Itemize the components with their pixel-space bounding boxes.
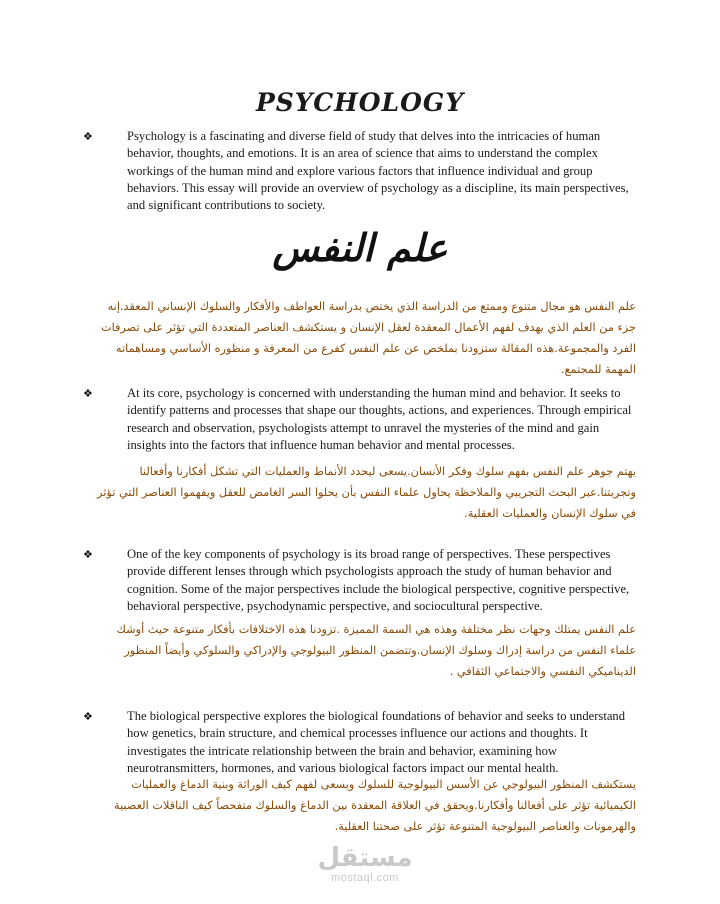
watermark-arabic: مستقل <box>317 843 413 873</box>
diamond-bullet-icon: ❖ <box>83 387 93 400</box>
section-3-english <box>83 546 639 615</box>
section-2-english-text: At its core, psychology is concerned with understanding the human mind and behavior. It seeks to identify patterns and processes that shape our thoughts, actions, and experiences. Through empirical research and observation, psychologists attempt to unravel the mysteries of the mind and gain insights into the factors that influence human behavior and mental processes. <box>127 386 632 452</box>
section-3-arabic: علم النفس يمتلك وجهات نظر مختلفة وهذه هي السمة المميزة .تزودنا هذه الاختلافات بأفكار متنوعة حيث أوشك علماء النفس من دراسة إدراك وسلوك الإنسان.وتتضمن المنظور البيولوجي والإدراكي والسلوكي وأيضاً المنظور الديناميكي النفسي والاجتماعي الثقافي . <box>116 623 636 678</box>
section-2-arabic: يهتم جوهر علم النفس بفهم سلوك وفكر الأنسان.يسعى ليحدد الأنماط والعمليات التي تشكل أفكارنا وأفعالنا وتجربتنا.عبر البحث التجريبي والملاحظة يحاول علماء النفس بأن يحلوا السر الغامض للعقل ويفهموا العناصر التي تؤثر في سلوك الإنسان والعمليات العقلية. <box>97 465 636 520</box>
watermark-latin: mostaql.com <box>331 872 399 884</box>
section-1-arabic: علم النفس هو مجال متنوع وممتع من الدراسة الذي يختص بدراسة العواطف والأفكار والسلوك الإنساني المعقد.إنه جزء من العلم الذي يهدف لفهم الأعمال المعقدة لعقل الإنسان و يستكشف العناصر المتعددة التي تؤثر على تصرفات الفرد والمجموعة.هذه المقالة ستزودنا بملخص عن علم النفس كفرع من المعرفة و منظوره الأساسي ومساهماته المهمة للمجتمع. <box>100 300 636 376</box>
mostaql-watermark-logo <box>310 844 420 884</box>
section-2-english <box>83 385 639 454</box>
diamond-bullet-icon: ❖ <box>83 130 93 143</box>
section-3-english-text: One of the key components of psychology is its broad range of perspectives. These perspectives provide different lenses through which psychologists approach the study of human behavior and cognition. Some of the major perspectives include the biological perspective, cognitive perspective, behavioral perspective, psychodynamic perspective, and sociocultural perspective. <box>127 547 630 613</box>
arabic-title: علم النفس <box>272 226 448 270</box>
diamond-bullet-icon: ❖ <box>83 710 93 723</box>
section-4-english-text: The biological perspective explores the biological foundations of behavior and seeks to understand how genetics, brain structure, and chemical processes influence our actions and thoughts. It investigates the intricate relationship between the brain and behavior, examining how neurotransmitters, hormones, and various biological factors impact our mental health. <box>127 709 626 775</box>
page-title: PSYCHOLOGY <box>255 88 465 117</box>
section-1-english <box>83 128 639 214</box>
section-1-english-text: Psychology is a fascinating and diverse field of study that delves into the intricacies of human behavior, thoughts, and emotions. It is an area of science that aims to understand the complex workings of the human mind and explore various factors that influence individual and group behaviors. This essay will provide an overview of psychology as a discipline, its main perspectives, and significant contributions to society. <box>127 129 629 213</box>
section-4-english <box>83 708 639 777</box>
diamond-bullet-icon: ❖ <box>83 548 93 561</box>
section-4-arabic: يستكشف المنظور البيولوجي عن الأسس البيولوجية للسلوك ويسعى لفهم كيف الوراثة وبنية الدماغ والعمليات الكيميائية تؤثر على أفعالنا وأفكارنا.ويحقق في العلاقة المعقدة بين الدماغ والسلوك متفحصاً كيف الناقلات العصبية والهرمونات والعناصر البيولوجية المتنوعة تؤثر على صحتنا العقلية. <box>114 778 636 833</box>
